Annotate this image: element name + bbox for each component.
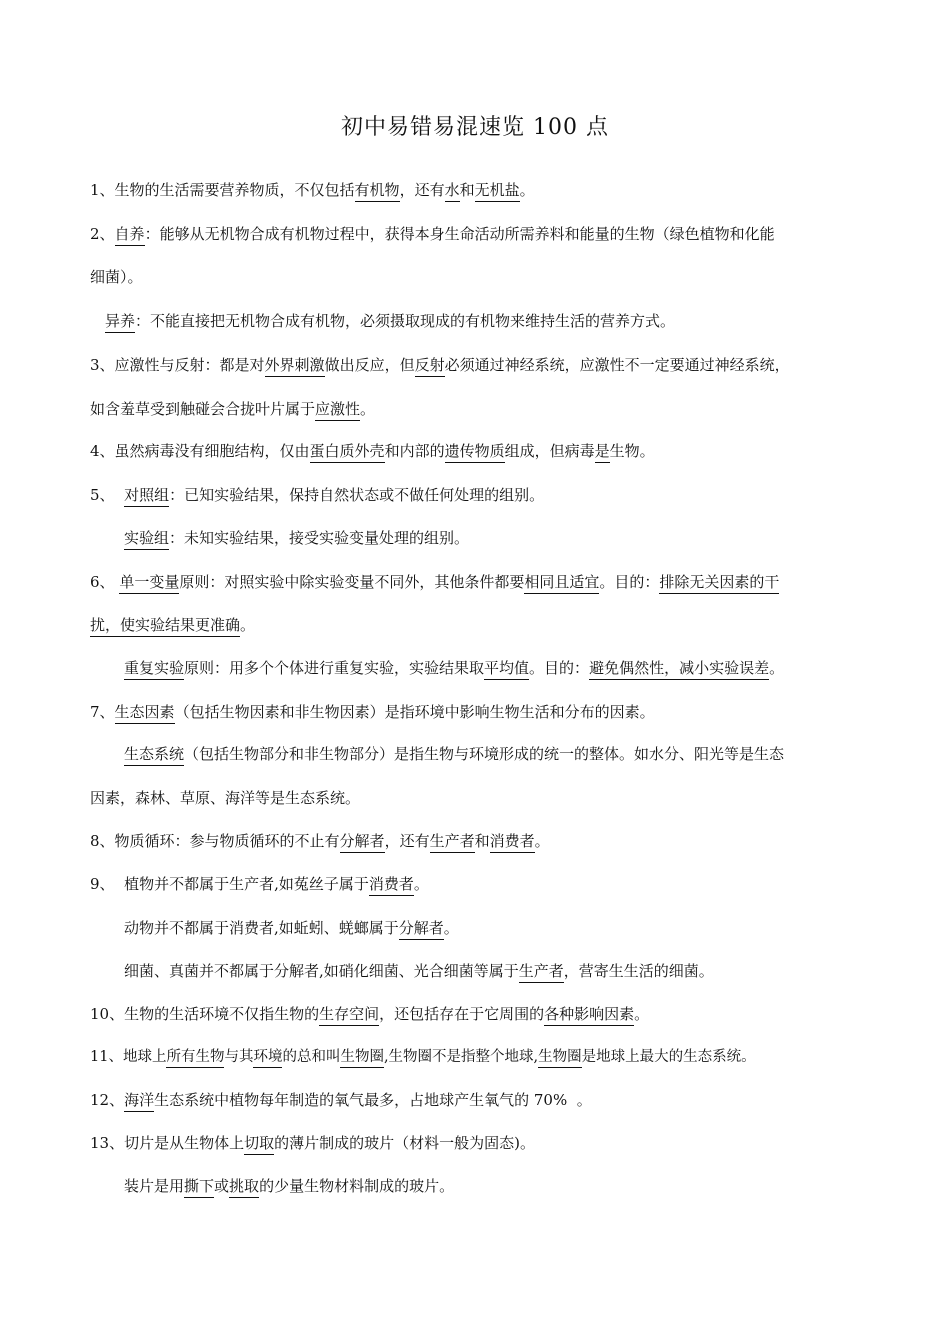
text-span: 做出反应，但 [324,356,415,374]
text-span: 和内部的 [384,442,445,460]
text-span: 的总和叫 [282,1049,341,1065]
text-span: 。目的： [599,573,660,591]
text-span: 装片是用 [124,1177,185,1195]
text-span: ：已知实验结果，保持自然状态或不做任何处理的组别。 [169,486,545,504]
underlined-term: 重复实验 [124,659,184,680]
underlined-term: 反射 [415,356,445,377]
text-span: ，还包括存在于它周围的 [379,1005,545,1023]
text-line [90,1133,535,1153]
text-span: ，营寄生生活的细菌。 [563,962,714,980]
underlined-term: 切取 [244,1134,274,1155]
underlined-term: 应激性 [315,400,360,421]
underlined-term: 各种影响因素 [544,1005,634,1026]
text-span: 10、生物的生活环境不仅指生物的 [90,1005,320,1023]
page-title: 初中易错易混速览 100 点 [341,115,609,140]
text-line [90,180,535,200]
underlined-term: 有机物 [355,181,400,202]
text-span: 与其 [224,1049,254,1065]
underlined-term: 消费者 [369,875,414,896]
text-span: 和 [474,832,490,850]
underlined-term: 遗传物质 [445,442,505,463]
text-span: 。 [413,875,429,893]
underlined-term: 挑取 [229,1177,259,1198]
text-span: （包括生物因素和非生物因素）是指环境中影响生物生活和分布的因素。 [174,703,655,721]
text-span: ,生物圈不是指整个地球, [383,1049,539,1065]
text-line [124,918,459,938]
text-span: 。 [519,181,535,199]
text-span: 细菌、真菌并不都属于分解者,如硝化细菌、光合细菌等属于 [124,962,519,980]
underlined-term: 生物圈 [538,1049,582,1068]
text-span: 必须通过神经系统，应激性不一定要通过神经系统， [444,356,790,374]
text-line [124,1176,454,1196]
underlined-term: 相同且适宜 [524,573,599,594]
text-line [105,311,675,331]
underlined-term: 生产者 [519,962,564,983]
text-span: 。 [769,659,785,677]
text-span: 。目的： [529,659,590,677]
text-span: 。 [634,1005,650,1023]
text-span: 原则：对照实验中除实验变量不同外，其他条件都要 [179,573,525,591]
text-span: 13、切片是从生物体上 [90,1134,245,1152]
underlined-term: 分解者 [399,919,444,940]
underlined-term: 单一变量 [119,573,179,594]
text-span: 8、物质循环：参与物质循环的不止有 [90,832,340,850]
text-span: 。 [240,616,256,634]
text-line [90,224,775,244]
text-span: 5、 [90,486,125,504]
text-line [90,1004,649,1024]
text-line [90,485,544,505]
text-span: 的薄片制成的玻片（材料一般为固态)。 [274,1134,535,1152]
text-line [90,874,429,894]
text-span: ：未知实验结果，接受实验变量处理的组别。 [169,529,470,547]
underlined-term: 环境 [253,1049,282,1068]
text-span: 。 [534,832,550,850]
underlined-term: 分解者 [340,832,385,853]
text-span: 是地球上最大的生态系统。 [581,1049,756,1065]
underlined-term: 外界刺激 [265,356,325,377]
text-span: 因素，森林、草原、海洋等是生态系统。 [90,789,361,807]
underlined-term: 生物圈 [340,1049,384,1068]
text-line [90,831,550,851]
underlined-term: 蛋白质外壳 [310,442,385,463]
text-line [90,399,375,419]
underlined-term: 扰，使实验结果更准确 [90,616,240,637]
text-span: 组成，但病毒 [504,442,595,460]
text-span: （包括生物部分和非生物部分）是指生物与环境形成的统一的整体。如水分、阳光等是生态 [184,745,785,763]
text-span: 或 [214,1177,230,1195]
text-span: ：能够从无机物合成有机物过程中，获得本身生命活动所需养料和能量的生物（绿色植物和化能 [144,225,775,243]
underlined-term: 海洋 [124,1091,154,1112]
text-span: ，还有 [399,181,445,199]
text-span: 的少量生物材料制成的玻片。 [259,1177,455,1195]
text-span: 生态系统中植物每年制造的氧气最多，占地球产生氧气的 70% 。 [154,1091,592,1109]
text-span: 7、 [90,703,115,721]
text-span: 如含羞草受到触碰会合拢叶片属于 [90,400,316,418]
underlined-term: 消费者 [490,832,535,853]
underlined-term: 生态系统 [124,745,184,766]
underlined-term: 所有生物 [166,1049,224,1068]
text-span: 1、生物的生活需要营养物质，不仅包括 [90,181,355,199]
text-span: ：不能直接把无机物合成有机物，必须摄取现成的有机物来维持生活的营养方式。 [135,312,676,330]
underlined-term: 排除无关因素的干 [659,573,779,594]
text-span: 动物并不都属于消费者,如蚯蚓、蜣螂属于 [124,919,399,937]
text-span: 和 [459,181,475,199]
underlined-term: 异养 [105,312,135,333]
text-line [90,788,360,808]
text-span: 原则：用多个个体进行重复实验，实验结果取 [184,659,485,677]
text-line [90,1090,592,1110]
text-line [90,1047,756,1067]
text-span: 9、 植物并不都属于生产者,如菟丝子属于 [90,875,369,893]
underlined-term: 水 [445,181,460,202]
text-line [124,658,784,678]
underlined-term: 生存空间 [319,1005,379,1026]
text-line [124,744,784,764]
text-line [90,267,143,287]
text-span: 细菌）。 [90,268,143,286]
text-line [90,702,655,722]
underlined-term: 对照组 [124,486,169,507]
underlined-term: 撕下 [184,1177,214,1198]
text-span: 4、虽然病毒没有细胞结构，仅由 [90,442,310,460]
text-span: 。 [443,919,459,937]
underlined-term: 生态因素 [115,703,175,724]
text-span: 6、 [90,573,120,591]
underlined-term: 平均值 [484,659,529,680]
text-line [90,355,790,375]
text-line [90,572,779,592]
text-span: 11、地球上 [90,1049,167,1065]
text-span: 3、应激性与反射：都是对 [90,356,265,374]
text-line [90,615,255,635]
text-span: ，还有 [384,832,430,850]
text-line [124,961,714,981]
underlined-term: 自养 [115,225,145,246]
text-span: 生物。 [609,442,655,460]
underlined-term: 避免偶然性，减小实验误差 [589,659,769,680]
underlined-term: 生产者 [430,832,475,853]
text-span: 。 [360,400,376,418]
text-span: 12、 [90,1091,125,1109]
underlined-term: 实验组 [124,529,169,550]
text-line [90,441,655,461]
underlined-term: 是 [595,442,610,463]
text-line [124,528,469,548]
text-span: 2、 [90,225,115,243]
underlined-term: 无机盐 [475,181,520,202]
